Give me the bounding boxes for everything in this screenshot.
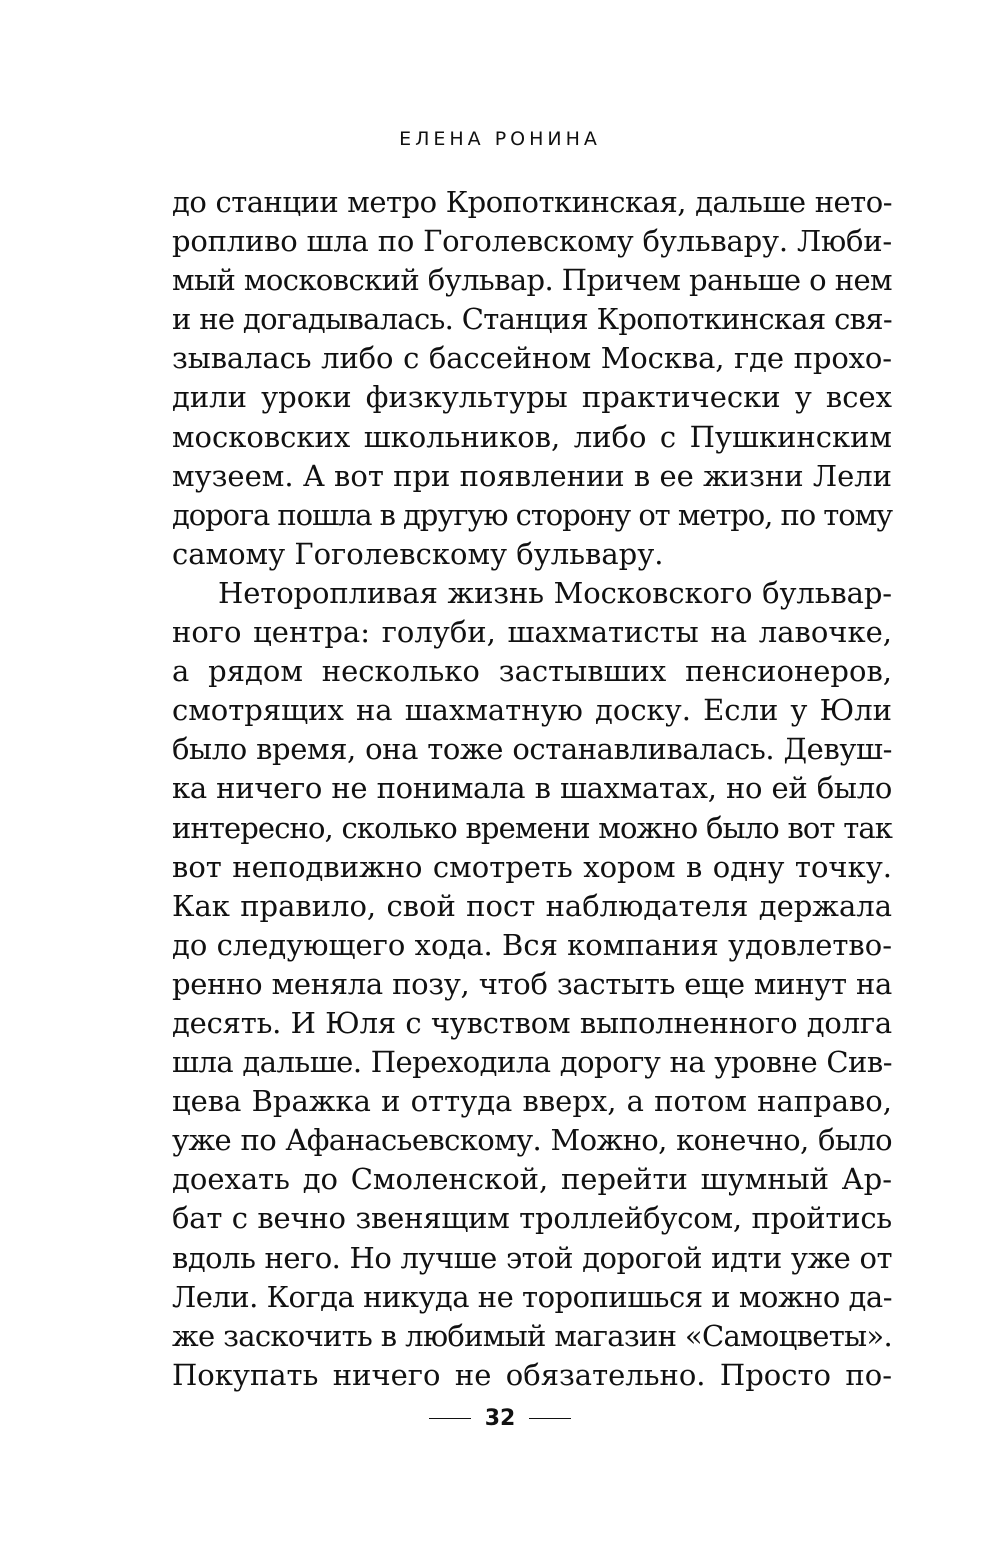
text-line: музеем. А вот при появлении в ее жизни Лели [172,458,892,493]
text-line: вот неподвижно смотреть хором в одну точку. [172,849,892,884]
page-footer [0,1406,1000,1431]
text-line: до станции метро Кропоткинская, дальше нето- [172,185,892,219]
text-line: шла дальше. Переходила дорогу на уровне Сив- [172,1045,892,1080]
text-line: бат с вечно звенящим троллейбусом, пройтись [172,1201,892,1236]
text-line: мый московский бульвар. Причем раньше о нем [172,263,892,298]
text-line: десять. И Юля с чувством выполненного долга [172,1005,892,1040]
text-line: вдоль него. Но лучше этой дорогой идти уже от [172,1240,892,1275]
text-line: уже по Афанасьевскому. Можно, конечно, было [172,1123,892,1158]
text-line: Лели. Когда никуда не торопишься и можно да- [172,1279,892,1314]
text-line: ропливо шла по Гоголевскому бульвару. Люби- [172,224,892,259]
page-number: 32 [484,1406,516,1431]
text-line: было время, она тоже останавливалась. Девуш- [172,732,892,767]
text-line: цева Вражка и оттуда вверх, а потом направо, [172,1084,892,1119]
text-line: дили уроки физкультуры практически у всех [172,380,892,415]
paragraph [172,574,892,1395]
text-line: смотрящих на шахматную доску. Если у Юли [172,693,892,728]
text-line: зывалась либо с бассейном Москва, где прохо- [172,341,892,376]
text-line: Покупать ничего не обязательно. Просто по- [172,1357,892,1392]
text-line: и не догадывалась. Станция Кропоткинская свя- [172,302,892,337]
text-line: же заскочить в любимый магазин «Самоцветы». [172,1318,892,1353]
text-line: дорога пошла в другую сторону от метро, по тому [172,497,892,532]
text-line: ного центра: голуби, шахматисты на лавочке, [172,615,892,650]
text-line: московских школьников, либо с Пушкинским [172,419,892,454]
text-line: ренно меняла позу, чтоб застыть еще минут на [172,966,892,1001]
text-line: Неторопливая жизнь Московского бульвар- [218,575,892,610]
paragraph [172,183,892,574]
running-header-author: ЕЛЕНА РОНИНА [399,128,601,150]
folio-rule-right [529,1418,571,1419]
text-line: а рядом несколько застывших пенсионеров, [172,654,892,689]
text-line: самому Гоголевскому бульвару. [172,536,664,571]
body-text [172,183,892,1395]
text-line: ка ничего не понимала в шахматах, но ей было [172,771,892,806]
text-line: до следующего хода. Вся компания удовлетво- [172,927,892,962]
text-line: интересно, сколько времени можно было вот так [172,810,892,845]
folio-rule-left [429,1418,471,1419]
text-line: доехать до Смоленской, перейти шумный Ар- [172,1162,892,1197]
text-line: Как правило, свой пост наблюдателя держала [172,888,892,923]
